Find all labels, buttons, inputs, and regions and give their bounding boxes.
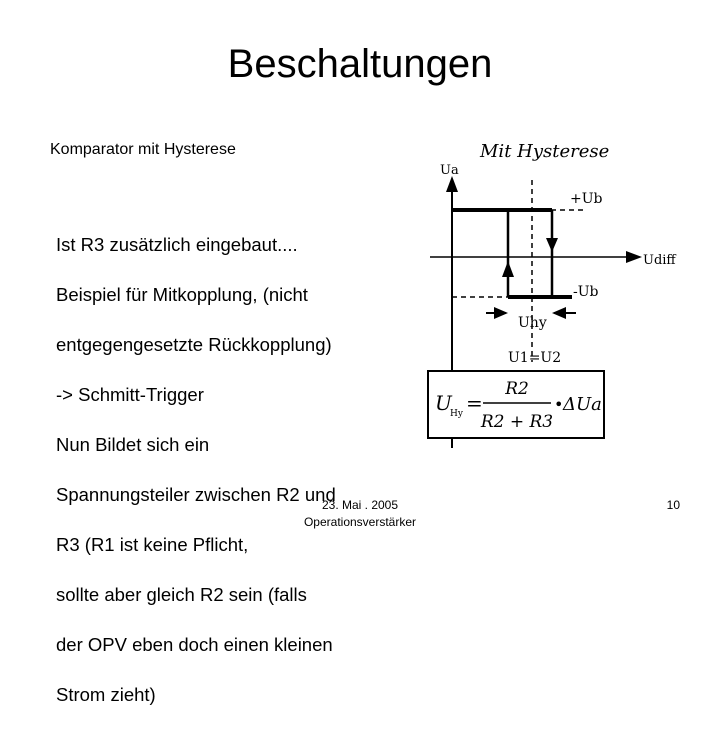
y-axis-arrow-icon: [446, 176, 458, 192]
hysteresis-label: Uhy: [518, 315, 547, 331]
body-line: -> Schmitt-Trigger: [56, 384, 204, 405]
upper-level-label: +Ub: [570, 191, 603, 207]
figure-title: Mit Hysterese: [480, 141, 610, 162]
body-line: Nun Bildet sich ein: [56, 434, 210, 455]
body-line: Ist R3 zusätzlich eingebaut....: [56, 234, 298, 255]
body-line: R3 (R1 ist keine Pflicht,: [56, 534, 249, 555]
slide-subheading: Komparator mit Hysterese: [50, 141, 236, 158]
up-arrow-icon: [502, 261, 514, 277]
footer-subject: Operationsverstärker: [303, 515, 417, 529]
threshold-label: U1=U2: [508, 350, 562, 366]
slide-title: Beschaltungen: [227, 42, 493, 86]
down-arrow-icon: [546, 238, 558, 252]
formula-rhs: ΔUa: [563, 394, 602, 415]
formula-lhs: U: [435, 391, 452, 415]
formula-equals: =: [466, 391, 483, 415]
lower-level-label: -Ub: [573, 284, 599, 300]
formula-numerator: R2: [505, 379, 529, 399]
page-number: 10: [666, 498, 680, 512]
hysteresis-diagram: [420, 130, 700, 450]
body-line: sollte aber gleich R2 sein (falls: [56, 584, 307, 605]
formula-dot: •: [554, 395, 564, 414]
body-line: Strom zieht): [56, 684, 156, 705]
right-pointing-arrow-icon: [494, 307, 508, 319]
x-axis-label: Udiff: [643, 253, 676, 268]
footer-date: 23. Mai . 2005: [321, 498, 399, 512]
body-line: Beispiel für Mitkopplung, (nicht: [56, 284, 308, 305]
y-axis-label: Ua: [440, 163, 459, 178]
body-text: [56, 207, 401, 732]
formula-denominator: R2 + R3: [480, 412, 554, 432]
formula-lhs-subscript: Hy: [450, 409, 463, 419]
x-axis-arrow-icon: [626, 251, 642, 263]
body-line: der OPV eben doch einen kleinen: [56, 634, 333, 655]
footer: [280, 497, 440, 531]
body-line: entgegengesetzte Rückkopplung): [56, 334, 332, 355]
body-line: Spannungsteiler zwischen R2 und: [56, 484, 336, 505]
left-pointing-arrow-icon: [552, 307, 566, 319]
hysteresis-figure: [420, 130, 700, 450]
